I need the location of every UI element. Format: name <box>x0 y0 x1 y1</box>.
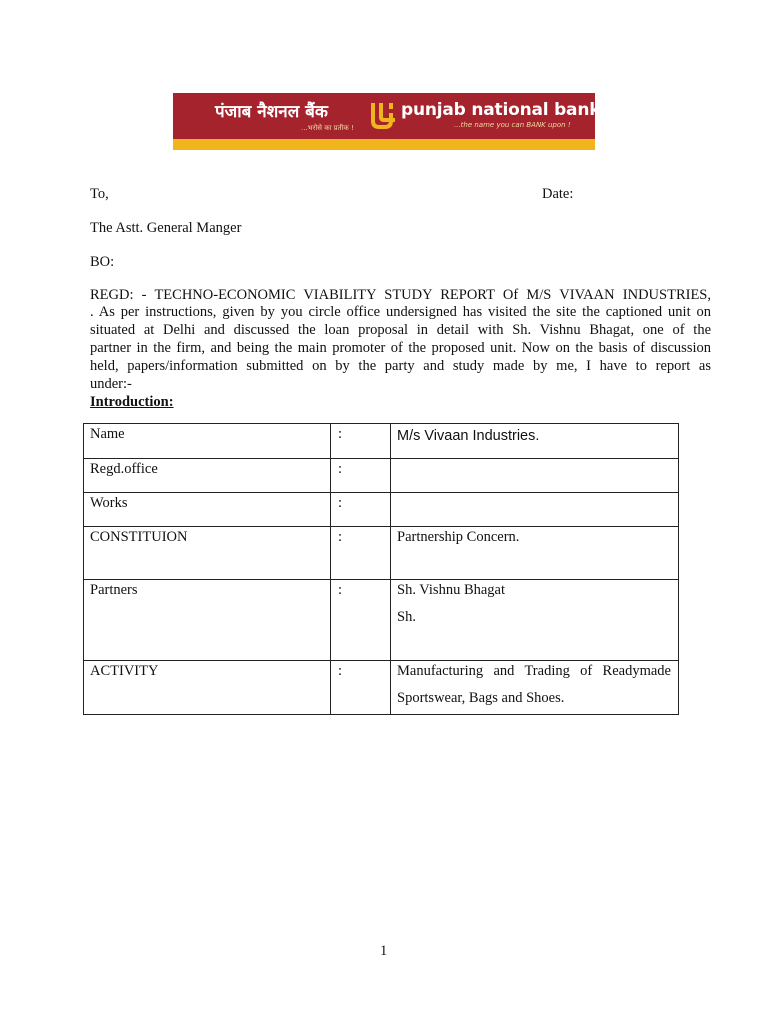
table-row <box>84 580 679 661</box>
body-line: . As per instructions, given by you circle office undersigned has visited the site the captioned unit on <box>90 304 711 320</box>
body-line: situated at Delhi and discussed the loan proposal in detail with Sh. Vishnu Bhagat, one of the <box>90 322 711 338</box>
page-number: 1 <box>380 943 388 959</box>
bank-tagline-english: ...the name you can BANK upon ! <box>454 121 571 129</box>
row-separator: : <box>331 424 391 459</box>
row-separator: : <box>331 459 391 493</box>
recipient: The Astt. General Manger <box>90 220 242 236</box>
row-value: Partnership Concern. <box>391 527 679 580</box>
row-value: Manufacturing and Trading of Readymade Sportswear, Bags and Shoes. <box>391 661 679 715</box>
bank-name-hindi: पंजाब नैशनल बैंक <box>215 102 328 122</box>
row-label: Works <box>84 493 331 527</box>
bank-banner <box>173 93 601 150</box>
body-line: partner in the firm, and being the main promoter of the proposed unit. Now on the basis of discussion <box>90 340 711 356</box>
row-label: ACTIVITY <box>84 661 331 715</box>
row-label: Name <box>84 424 331 459</box>
body-line: under:- <box>90 376 132 392</box>
row-value: M/s Vivaan Industries. <box>391 424 679 459</box>
bank-name-english: punjab national bank <box>401 100 601 120</box>
body-line: held, papers/information submitted on by the party and study made by me, I have to report as <box>90 358 711 374</box>
pnb-logo-icon <box>369 99 399 129</box>
introduction-table <box>83 423 679 715</box>
banner-gold-band <box>173 139 595 150</box>
table-row <box>84 459 679 493</box>
row-label: Partners <box>84 580 331 661</box>
row-value: Sh. Vishnu Bhagat Sh. <box>391 580 679 661</box>
row-value <box>391 459 679 493</box>
row-separator: : <box>331 661 391 715</box>
bank-tagline-hindi: ...भरोसे का प्रतीक ! <box>301 124 354 132</box>
regd-line: REGD: - TECHNO-ECONOMIC VIABILITY STUDY REPORT Of M/S VIVAAN INDUSTRIES, <box>90 287 711 303</box>
table-row <box>84 493 679 527</box>
section-heading: Introduction: <box>90 394 174 410</box>
table-row <box>84 424 679 459</box>
row-value <box>391 493 679 527</box>
row-separator: : <box>331 527 391 580</box>
date-label: Date: <box>542 186 574 202</box>
row-separator: : <box>331 580 391 661</box>
row-label: Regd.office <box>84 459 331 493</box>
row-label: CONSTITUION <box>84 527 331 580</box>
table-row <box>84 527 679 580</box>
row-separator: : <box>331 493 391 527</box>
to-label: To, <box>90 186 109 202</box>
bo-label: BO: <box>90 254 115 270</box>
table-row <box>84 661 679 715</box>
